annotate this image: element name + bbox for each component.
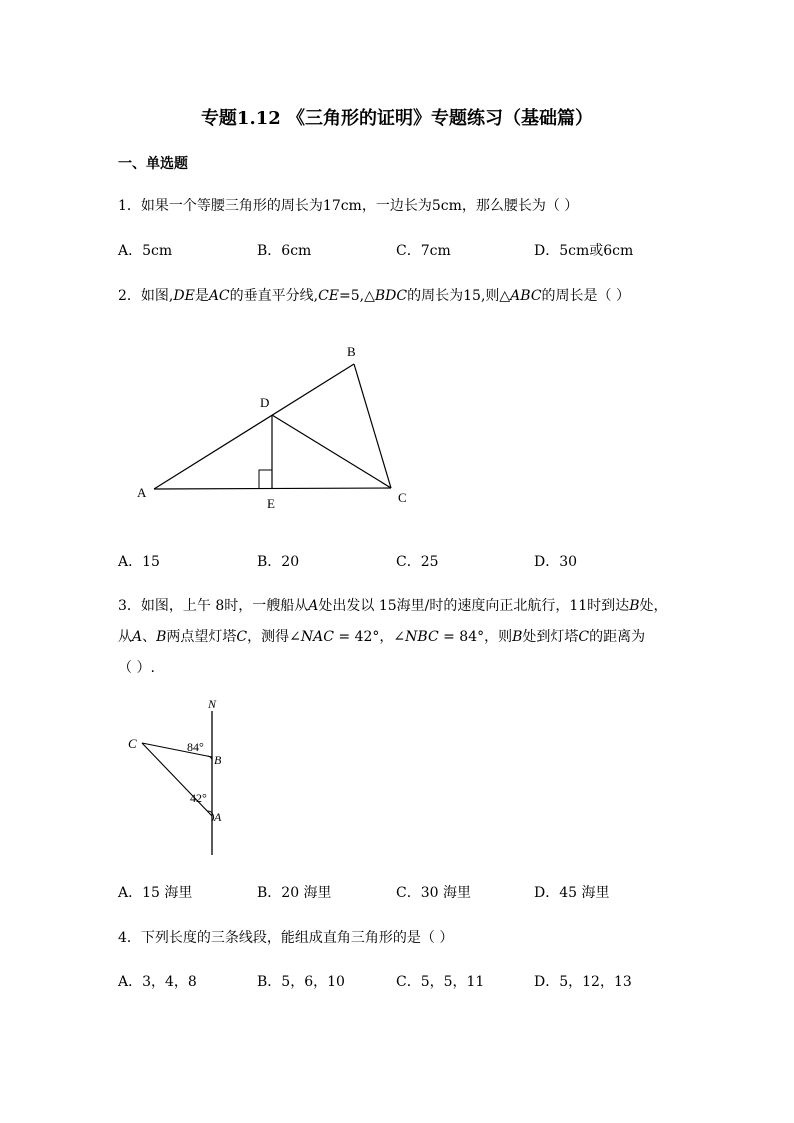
q2-option-a[interactable]: A．15 xyxy=(118,554,160,570)
label-e: E xyxy=(267,496,275,511)
page-title: 专题1.12 《三角形的证明》专题练习（基础篇） xyxy=(200,108,594,129)
q3-option-b[interactable]: B．20 海里 xyxy=(257,885,332,901)
q1-option-a[interactable]: A．5cm xyxy=(118,243,173,259)
q4-option-c[interactable]: C．5，5，11 xyxy=(396,974,485,990)
label-c: C xyxy=(128,736,137,751)
label-a: A xyxy=(214,810,222,824)
label-b: B xyxy=(347,344,356,359)
q2-option-c[interactable]: C．25 xyxy=(396,554,439,570)
angle-42-label: 42° xyxy=(190,791,207,805)
right-angle-mark xyxy=(259,470,272,488)
label-n: N xyxy=(208,697,217,711)
q2-option-b[interactable]: B．20 xyxy=(257,554,300,570)
question-3-line-3: （ ）. xyxy=(118,660,155,676)
q3-lighthouse-figure xyxy=(120,695,240,860)
question-2-text: 2．如图,DE是AC的垂直平分线,CE=5,△BDC的周长为15,则△ABC的周长是（ ） xyxy=(118,288,630,304)
segment-ac xyxy=(154,488,391,489)
question-4-text: 4．下列长度的三条线段，能组成直角三角形的是（ ） xyxy=(118,930,454,946)
angle-84-label: 84° xyxy=(187,740,204,754)
q3-option-c[interactable]: C．30 海里 xyxy=(396,885,471,901)
q2-triangle-figure xyxy=(130,338,420,518)
segment-dc xyxy=(272,415,391,488)
question-3-line-1: 3．如图，上午 8时，一艘船从A处出发以 15海里/时的速度向正北航行，11时到达B处， xyxy=(118,598,668,614)
q1-option-c[interactable]: C．7cm xyxy=(396,243,451,259)
q4-option-b[interactable]: B．5，6，10 xyxy=(257,974,345,990)
question-1-text: 1．如果一个等腰三角形的周长为17cm，一边长为5cm，那么腰长为（ ） xyxy=(118,198,579,214)
segment-ab xyxy=(154,364,354,489)
question-3-line-2: 从A、B两点望灯塔C，测得∠NAC = 42°，∠NBC = 84°，则B处到灯塔C的距离为 xyxy=(118,629,646,645)
q4-option-a[interactable]: A．3，4，8 xyxy=(118,974,197,990)
q2-option-d[interactable]: D．30 xyxy=(534,554,578,570)
q4-option-d[interactable]: D．5，12，13 xyxy=(534,974,632,990)
label-b: B xyxy=(214,753,222,767)
label-a: A xyxy=(137,485,147,500)
label-c: C xyxy=(398,490,407,505)
q3-option-a[interactable]: A．15 海里 xyxy=(118,885,193,901)
section-heading: 一、单选题 xyxy=(118,156,188,172)
q1-option-b[interactable]: B．6cm xyxy=(257,243,312,259)
q1-option-d[interactable]: D．5cm或6cm xyxy=(534,243,634,259)
label-d: D xyxy=(260,395,270,410)
q3-option-d[interactable]: D．45 海里 xyxy=(534,885,610,901)
